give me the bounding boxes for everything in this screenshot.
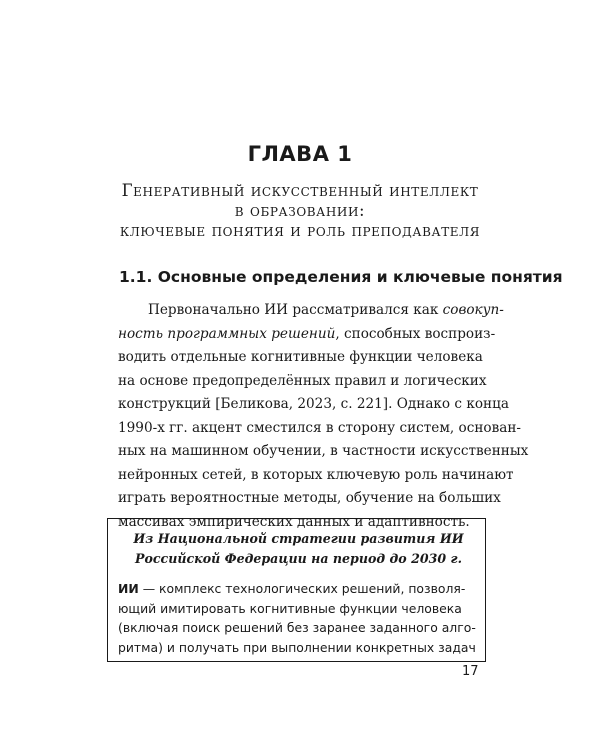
paragraph-text: Первоначально ИИ рассматривался как совокуп- [148,302,504,318]
paragraph-line: 1990-х гг. акцент сместился в сторону систем, основан- [118,419,522,436]
definition-box [107,518,486,662]
paragraph-line: массивах эмпирических данных и адаптивность. [118,513,470,530]
chapter-subtitle [60,181,540,241]
italic-term: совокуп- [442,302,504,318]
paragraph-line: конструкций [Беликова, 2023, с. 221]. Однако с конца [118,396,509,412]
definition-line: ИИ — комплекс технологических решений, позволя- [118,581,466,596]
paragraph-line: ных на машинном обучении, в частности искусственных [118,443,529,459]
definition-text [118,579,479,657]
chapter-title: ГЛАВА 1 [247,142,353,166]
definition-line: ющий имитировать когнитивные функции человека [118,600,462,616]
italic-term: ность программных решений [118,325,336,342]
section-heading: 1.1. Основные определения и ключевые понятия [119,268,563,286]
paragraph-line: нейронных сетей, в которых ключевую роль начинают [118,466,514,483]
subtitle-line: ключевые понятия и роль преподавателя [119,221,481,240]
body-paragraph [118,299,529,534]
paragraph-line: на основе предопределённых правил и логических [118,372,487,389]
box-title-line: Из Национальной стратегии развития ИИ [133,531,464,546]
definition-box-title [118,529,479,569]
page-number: 17 [462,664,479,679]
paragraph-line [118,323,496,347]
definition-line: ритма) и получать при выполнении конкретных задач [118,639,476,655]
definition-line: (включая поиск решений без заранее заданного алго- [118,620,476,635]
box-title-line: Российской Федерации на период до 2030 г. [134,551,462,566]
subtitle-line: в образовании: [234,201,366,220]
paragraph-line [118,299,504,323]
definition-term: ИИ [118,581,139,596]
paragraph-text: ность программных решений, способных воспроиз- [118,325,496,342]
paragraph-line: играть вероятностные методы, обучение на больших [118,490,501,506]
subtitle-line: Генеративный искусственный интеллект [121,181,479,200]
paragraph-line: водить отдельные когнитивные функции человека [118,349,483,365]
